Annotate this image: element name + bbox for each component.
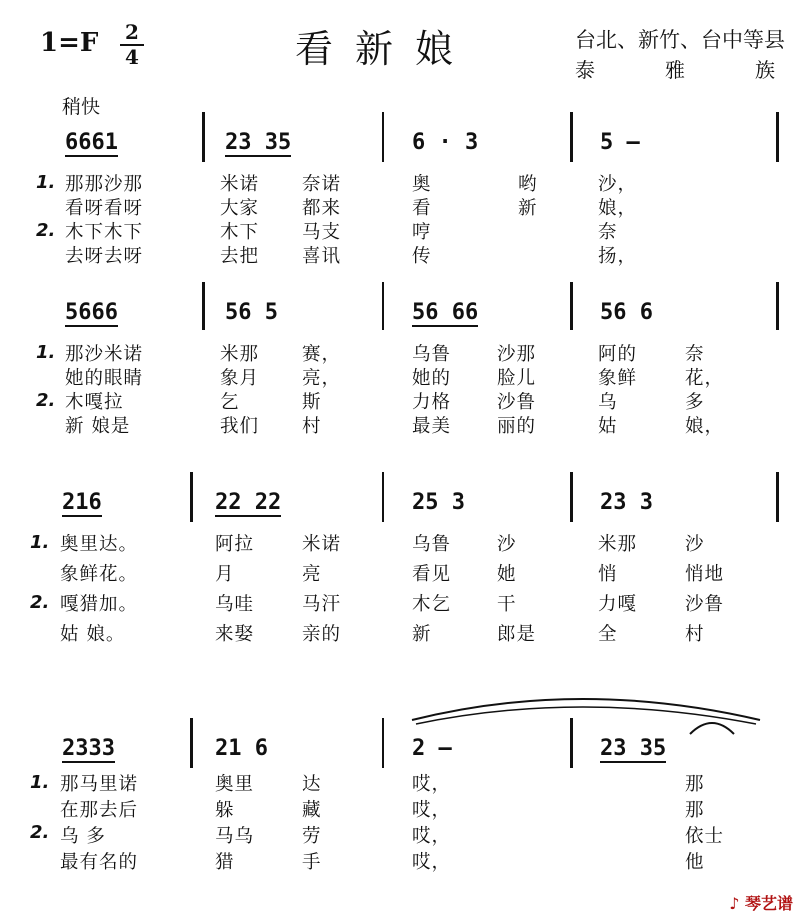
lyric: 来娶 xyxy=(215,624,255,645)
lyric: 阿拉 xyxy=(215,534,255,555)
lyric: 马支 xyxy=(302,222,342,243)
lyric: 躲 xyxy=(215,800,235,821)
barline xyxy=(570,718,573,768)
lyric: 看 xyxy=(412,198,432,219)
lyric: 木嘎拉 xyxy=(65,392,124,413)
lyric: 花， xyxy=(685,368,725,389)
lyric: 劳 xyxy=(302,826,322,847)
barline xyxy=(382,718,384,768)
lyric: 看呀看呀 xyxy=(65,198,144,219)
lyric: 我们 xyxy=(220,416,260,437)
lyric: 达 xyxy=(302,774,322,795)
lyric: 她的眼睛 xyxy=(65,368,144,389)
barline xyxy=(570,282,573,330)
lyric: 喜讯 xyxy=(302,246,342,267)
barline xyxy=(382,112,384,162)
lyric: 多 xyxy=(685,392,705,413)
lyric: 脸儿 xyxy=(497,368,537,389)
lyric: 手 xyxy=(302,852,322,873)
lyric: 亲的 xyxy=(302,624,342,645)
lyric: 象月 xyxy=(220,368,260,389)
lyric: 阿的 xyxy=(598,344,638,365)
notes-measure: 5666 xyxy=(65,300,118,325)
lyric: 木下木下 xyxy=(65,222,144,243)
music-note-icon: ♪ xyxy=(729,894,740,913)
notes-measure: 2 – xyxy=(412,736,452,761)
notes-measure: 56 66 xyxy=(412,300,479,325)
lyric: 乌鲁 xyxy=(412,534,452,555)
verse-number: 1. xyxy=(36,172,56,193)
barline xyxy=(190,472,193,522)
lyric: 大家 xyxy=(220,198,260,219)
verse-number: 2. xyxy=(36,220,56,241)
notes-measure: 6 · 3 xyxy=(412,130,479,155)
song-title: 看新娘 xyxy=(295,27,476,71)
slur xyxy=(688,716,738,736)
barline xyxy=(570,112,573,162)
lyric: 新 娘是 xyxy=(65,416,131,437)
lyric: 奈 xyxy=(685,344,705,365)
lyric: 他 xyxy=(685,852,705,873)
lyric: 最有名的 xyxy=(60,852,139,873)
lyric: 奥 xyxy=(412,174,432,195)
lyric: 沙鲁 xyxy=(685,594,725,615)
lyric: 沙鲁 xyxy=(497,392,537,413)
notes-measure: 22 22 xyxy=(215,490,282,515)
watermark-text: 琴艺谱 xyxy=(744,894,793,913)
lyric: 都来 xyxy=(302,198,342,219)
lyric: 象鲜 xyxy=(598,368,638,389)
verse-number: 2. xyxy=(36,390,56,411)
lyric: 乌 xyxy=(598,392,618,413)
barline xyxy=(776,472,779,522)
notes-measure: 23 35 xyxy=(225,130,292,155)
lyric: 米那 xyxy=(598,534,638,555)
lyric: 悄 xyxy=(598,564,618,585)
lyric: 看见 xyxy=(412,564,452,585)
notes-measure: 216 xyxy=(62,490,102,515)
watermark-logo xyxy=(729,891,793,914)
notes-measure: 56 6 xyxy=(600,300,653,325)
lyric: 藏 xyxy=(302,800,322,821)
lyric: 去呀去呀 xyxy=(65,246,144,267)
lyric: 沙 xyxy=(685,534,705,555)
lyric: 米那 xyxy=(220,344,260,365)
lyric: 乌 多 xyxy=(60,826,106,847)
notes-measure: 23 3 xyxy=(600,490,653,515)
lyric: 沙， xyxy=(598,174,638,195)
lyric: 姑 xyxy=(598,416,618,437)
barline xyxy=(570,472,573,522)
lyric: 亮 xyxy=(302,564,322,585)
lyric: 娘， xyxy=(685,416,725,437)
lyric: 奈 xyxy=(598,222,618,243)
barline xyxy=(382,282,384,330)
tempo-marking: 稍快 xyxy=(62,96,101,118)
lyric: 那 xyxy=(685,800,705,821)
lyric: 木下 xyxy=(220,222,260,243)
lyric: 村 xyxy=(302,416,322,437)
lyric: 丽的 xyxy=(497,416,537,437)
lyric: 亮， xyxy=(302,368,342,389)
lyric: 米诺 xyxy=(302,534,342,555)
lyric: 她 xyxy=(497,564,517,585)
lyric: 去把 xyxy=(220,246,260,267)
lyric: 村 xyxy=(685,624,705,645)
lyric: 最美 xyxy=(412,416,452,437)
lyric: 乌哇 xyxy=(215,594,255,615)
lyric: 姑 娘。 xyxy=(60,624,126,645)
lyric: 沙那 xyxy=(497,344,537,365)
lyric: 哎， xyxy=(412,826,452,847)
lyric: 新 xyxy=(412,624,432,645)
lyric: 斯 xyxy=(302,392,322,413)
key-signature: 1=F xyxy=(40,28,99,58)
lyric: 干 xyxy=(497,594,517,615)
verse-number: 2. xyxy=(30,592,50,613)
barline xyxy=(202,282,205,330)
lyric: 哎， xyxy=(412,800,452,821)
lyric: 木乞 xyxy=(412,594,452,615)
lyric: 嘎猎加。 xyxy=(60,594,139,615)
barline xyxy=(190,718,193,768)
notes-measure: 56 5 xyxy=(225,300,278,325)
lyric: 哎， xyxy=(412,774,452,795)
notes-measure: 21 6 xyxy=(215,736,268,761)
lyric: 哎， xyxy=(412,852,452,873)
verse-number: 2. xyxy=(30,822,50,843)
lyric: 哟 xyxy=(518,174,538,195)
lyric: 在那去后 xyxy=(60,800,139,821)
lyric: 娘， xyxy=(598,198,638,219)
lyric: 马乌 xyxy=(215,826,255,847)
lyric: 哼 xyxy=(412,222,432,243)
verse-number: 1. xyxy=(36,342,56,363)
lyric: 马汗 xyxy=(302,594,342,615)
lyric: 全 xyxy=(598,624,618,645)
lyric: 传 xyxy=(412,246,432,267)
lyric: 那马里诺 xyxy=(60,774,139,795)
lyric: 赛， xyxy=(302,344,342,365)
lyric: 她的 xyxy=(412,368,452,389)
lyric: 乌鲁 xyxy=(412,344,452,365)
source-ethnic-group: 泰 雅 族 xyxy=(575,58,775,82)
lyric: 依士 xyxy=(685,826,725,847)
lyric: 那 xyxy=(685,774,705,795)
lyric: 猎 xyxy=(215,852,235,873)
lyric: 沙 xyxy=(497,534,517,555)
lyric: 悄地 xyxy=(685,564,725,585)
lyric: 月 xyxy=(215,564,235,585)
notes-measure: 25 3 xyxy=(412,490,465,515)
lyric: 力嘎 xyxy=(598,594,638,615)
source-region: 台北、新竹、台中等县 xyxy=(575,28,785,52)
notes-measure: 5 – xyxy=(600,130,640,155)
lyric: 那那沙那 xyxy=(65,174,144,195)
lyric: 力格 xyxy=(412,392,452,413)
lyric: 象鲜花。 xyxy=(60,564,139,585)
lyric: 奥里 xyxy=(215,774,255,795)
notes-measure: 6661 xyxy=(65,130,118,155)
time-sig-bottom: 4 xyxy=(125,45,139,69)
time-signature xyxy=(120,22,144,68)
lyric: 奈诺 xyxy=(302,174,342,195)
barline xyxy=(202,112,205,162)
lyric: 扬， xyxy=(598,246,638,267)
time-sig-top: 2 xyxy=(125,20,139,44)
lyric: 那沙米诺 xyxy=(65,344,144,365)
lyric: 新 xyxy=(518,198,538,219)
lyric: 奥里达。 xyxy=(60,534,139,555)
verse-number: 1. xyxy=(30,532,50,553)
notes-measure: 2333 xyxy=(62,736,115,761)
verse-number: 1. xyxy=(30,772,50,793)
barline xyxy=(776,282,779,330)
lyric: 郎是 xyxy=(497,624,537,645)
lyric: 米诺 xyxy=(220,174,260,195)
lyric: 乞 xyxy=(220,392,240,413)
barline xyxy=(382,472,384,522)
barline xyxy=(776,112,779,162)
notes-measure: 23 35 xyxy=(600,736,667,761)
